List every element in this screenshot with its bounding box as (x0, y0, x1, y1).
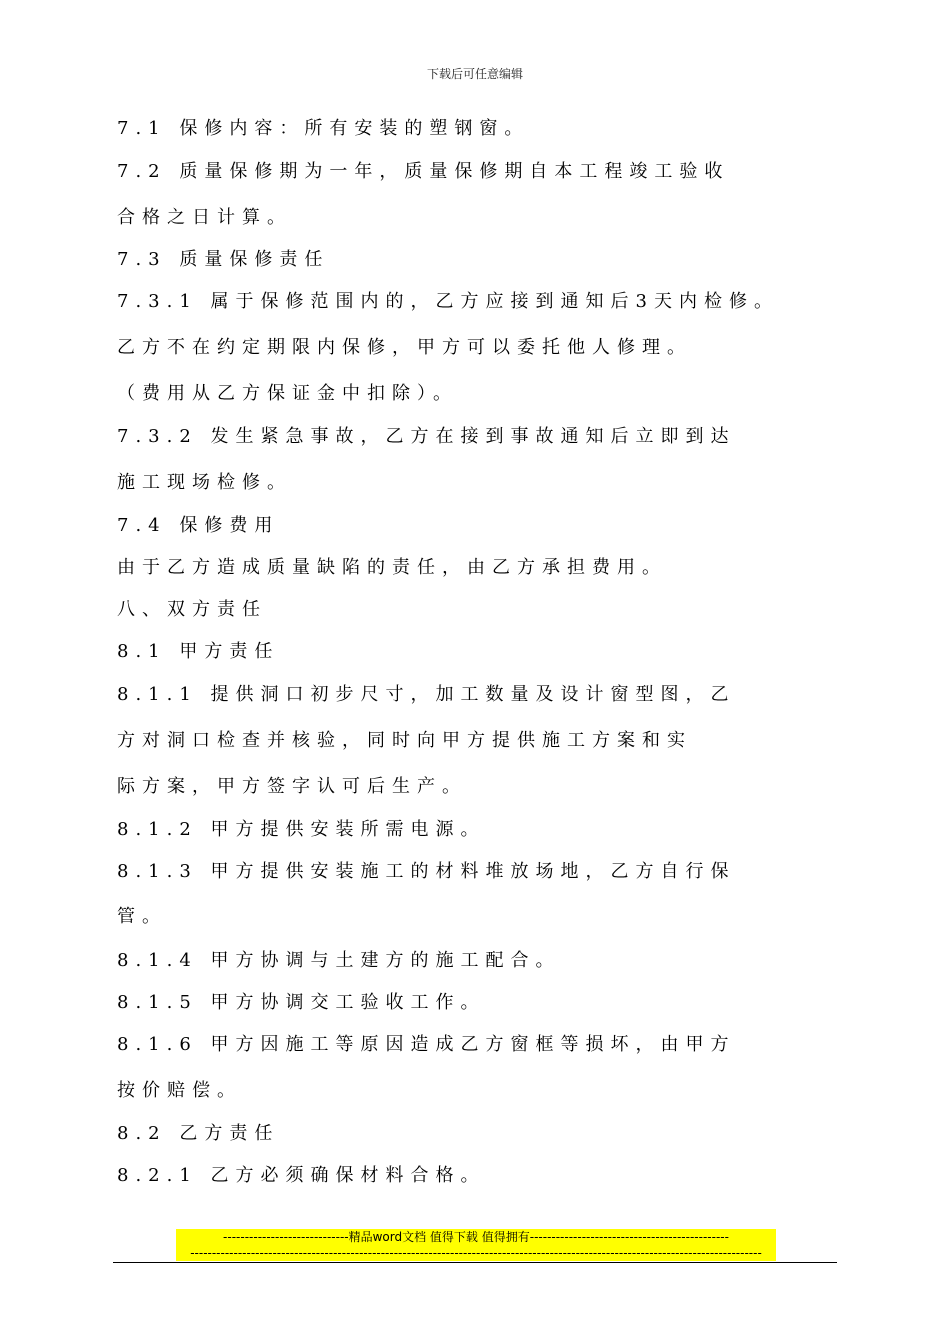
text-line: 7.2 质量保修期为一年，质量保修期自本工程竣工验收 (117, 161, 730, 182)
text-line: 际方案，甲方签字认可后生产。 (117, 776, 467, 797)
text-line: 7.1 保修内容：所有安装的塑钢窗。 (117, 118, 530, 139)
text-line: 乙方不在约定期限内保修，甲方可以委托他人修理。 (117, 337, 692, 358)
text-line: 合格之日计算。 (117, 207, 292, 228)
text-line: 施工现场检修。 (117, 472, 292, 493)
text-line: 7.3.1 属于保修范围内的，乙方应接到通知后3天内检修。 (117, 291, 779, 312)
text-line: 8.1.2 甲方提供安装所需电源。 (117, 819, 486, 840)
text-line: 8.2.1 乙方必须确保材料合格。 (117, 1165, 486, 1186)
text-line: 8.1.5 甲方协调交工验收工作。 (117, 992, 486, 1013)
page-header: 下载后可任意编辑 (426, 67, 523, 81)
text-line: 8.1.4 甲方协调与土建方的施工配合。 (117, 950, 561, 971)
text-line: 8.2 乙方责任 (117, 1123, 280, 1144)
text-line: 8.1.3 甲方提供安装施工的材料堆放场地，乙方自行保 (117, 861, 736, 882)
text-line: 八、双方责任 (117, 599, 267, 620)
text-line: 8.1.1 提供洞口初步尺寸，加工数量及设计窗型图，乙 (117, 684, 736, 705)
text-line: 由于乙方造成质量缺陷的责任，由乙方承担费用。 (117, 557, 667, 578)
text-line: 8.1.6 甲方因施工等原因造成乙方窗框等损坏，由甲方 (117, 1034, 736, 1055)
text-line: 方对洞口检查并核验，同时向甲方提供施工方案和实 (117, 730, 692, 751)
text-line: 按价赔偿。 (117, 1080, 242, 1101)
text-line: （费用从乙方保证金中扣除）。 (117, 383, 458, 404)
footer-banner: -----------------------------精品word文档 值得下载 值得拥有---------------------------------------------- (176, 1229, 776, 1245)
text-line: 7.3 质量保修责任 (117, 249, 330, 270)
text-line: 7.4 保修费用 (117, 515, 280, 536)
footer-rule (113, 1262, 837, 1263)
text-line: 8.1 甲方责任 (117, 641, 280, 662)
text-line: 管。 (117, 906, 167, 927)
text-line: 7.3.2 发生紧急事故，乙方在接到事故通知后立即到达 (117, 426, 736, 447)
footer-dashes: ------------------------------------------------------------------------------------------------------------------------------------ (176, 1245, 776, 1261)
